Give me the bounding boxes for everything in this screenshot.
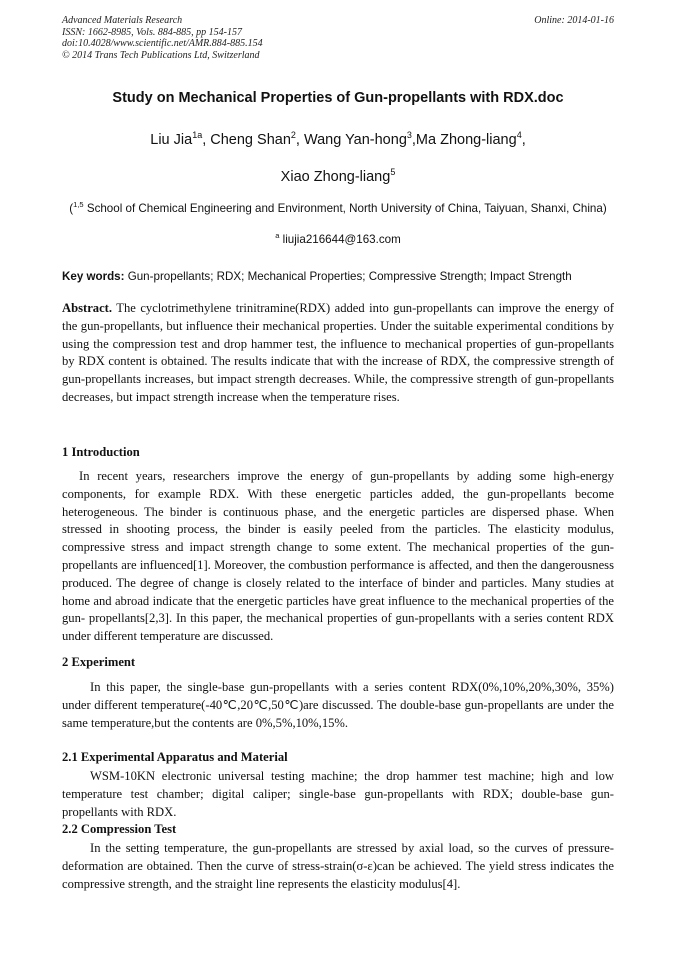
author-name: Liu Jia <box>150 131 193 148</box>
introduction-paragraph: In recent years, researchers improve the energy of gun-propellants by adding some high-energy components, for example RDX. With these energetic particles added, the gun-propellants become heterogeneous. The binder is continuous phase, and the energetic particles are dispersed phase. When stressed in shooting process, the binder is easily peeled from the particles. The elasticity modulus, compressive stress and impact strength change to some extent. The mechanical properties of the gun-propellants are influenced[1]. Moreover, the combustion performance is affected, and then the dangerousness produced. The degree of change is closely related to the interface of binder and particles. Many studies at home and abroad indicate that the energetic particles have great influence to the mechanical properties of the gun- propellants[2,3]. In this paper, the mechanical properties of gun-propellants with a series content RDX under different temperature are discussed. <box>62 469 614 644</box>
section-heading-compression: 2.2 Compression Test <box>62 822 177 836</box>
author-separator: , <box>521 131 526 148</box>
online-date: Online: 2014-01-16 <box>534 15 614 26</box>
copyright-line: © 2014 Trans Tech Publications Ltd, Switzerland <box>62 49 260 61</box>
journal-name: Advanced Materials Research <box>62 15 183 26</box>
issn-line: ISSN: 1662-8985, Vols. 884-885, pp 154-157 <box>62 26 242 38</box>
keywords-text: Gun-propellants; RDX; Mechanical Properties; Compressive Strength; Impact Strength <box>124 270 572 283</box>
doi-line: doi:10.4028/www.scientific.net/AMR.884-885.154 <box>62 38 263 49</box>
affiliation-paren: ( <box>69 201 74 215</box>
affiliation-sup: 1,5 <box>73 200 84 209</box>
author-sup: 5 <box>390 167 396 177</box>
section-heading-introduction: 1 Introduction <box>62 445 140 459</box>
abstract-text: The cyclotrimethylene trinitramine(RDX) added into gun-propellants can improve the energy of the gun-propellants, but influence their mechanical properties. Under the suitable experimental conditions by using the compression test and drop hammer test, the influence to mechanical properties of gun-propellants by RDX content is obtained. The results indicate that with the increase of RDX, the compressive strength of gun-propellants increases, but impact strength decreases. While, the compressive strength of gun-propellants decreases, but impact strength increase when the temperature rises. <box>62 301 614 404</box>
author-sup: 1a <box>192 130 203 140</box>
abstract-label: Abstract. <box>62 301 113 315</box>
abstract <box>62 300 614 407</box>
author-name: Xiao Zhong-liang <box>280 168 391 185</box>
paper-title: Study on Mechanical Properties of Gun-propellants with RDX.doc <box>112 90 564 106</box>
author-sup: 3 <box>406 130 412 140</box>
experiment-paragraph: In this paper, the single-base gun-propellants with a series content RDX(0%,10%,20%,30%, 35%) under different temperature(-40℃,20℃,50℃)are discussed. The double-base gun-propellants are under the same temperature,but the contents are 0%,5%,10%,15%. <box>62 680 614 730</box>
keywords <box>62 270 622 283</box>
section-heading-experiment: 2 Experiment <box>62 655 136 669</box>
section-heading-apparatus: 2.1 Experimental Apparatus and Material <box>62 750 288 764</box>
author-sup: 2 <box>290 130 296 140</box>
author-sup: 4 <box>516 130 522 140</box>
affiliation <box>62 196 614 217</box>
author-name: , Wang Yan-hong <box>295 131 407 148</box>
author-line-1 <box>62 130 614 148</box>
journal-header <box>62 15 614 61</box>
keywords-label: Key words: <box>62 270 125 283</box>
compression-paragraph: In the setting temperature, the gun-propellants are stressed by axial load, so the curves of pressure-deformation are obtained. Then the curve of stress-strain(σ-ε)can be achieved. The yield stress indicates the compressive strength, and the straight line represents the elasticity modulus[4]. <box>62 841 614 891</box>
email-text: liujia216644@163.com <box>279 232 401 246</box>
author-name: , Cheng Shan <box>202 131 291 148</box>
apparatus-paragraph: WSM-10KN electronic universal testing machine; the drop hammer test machine; high and low temperature test chamber; digital caliper; single-base gun-propellants with RDX; double-base gun-propellants with RDX. <box>62 769 614 819</box>
author-name: ,Ma Zhong-liang <box>411 131 517 148</box>
author-email <box>62 231 614 246</box>
author-line-2 <box>62 167 614 185</box>
affiliation-text: School of Chemical Engineering and Environment, North University of China, Taiyuan, Shanxi, China) <box>83 201 607 215</box>
email-sup: a <box>275 231 280 240</box>
